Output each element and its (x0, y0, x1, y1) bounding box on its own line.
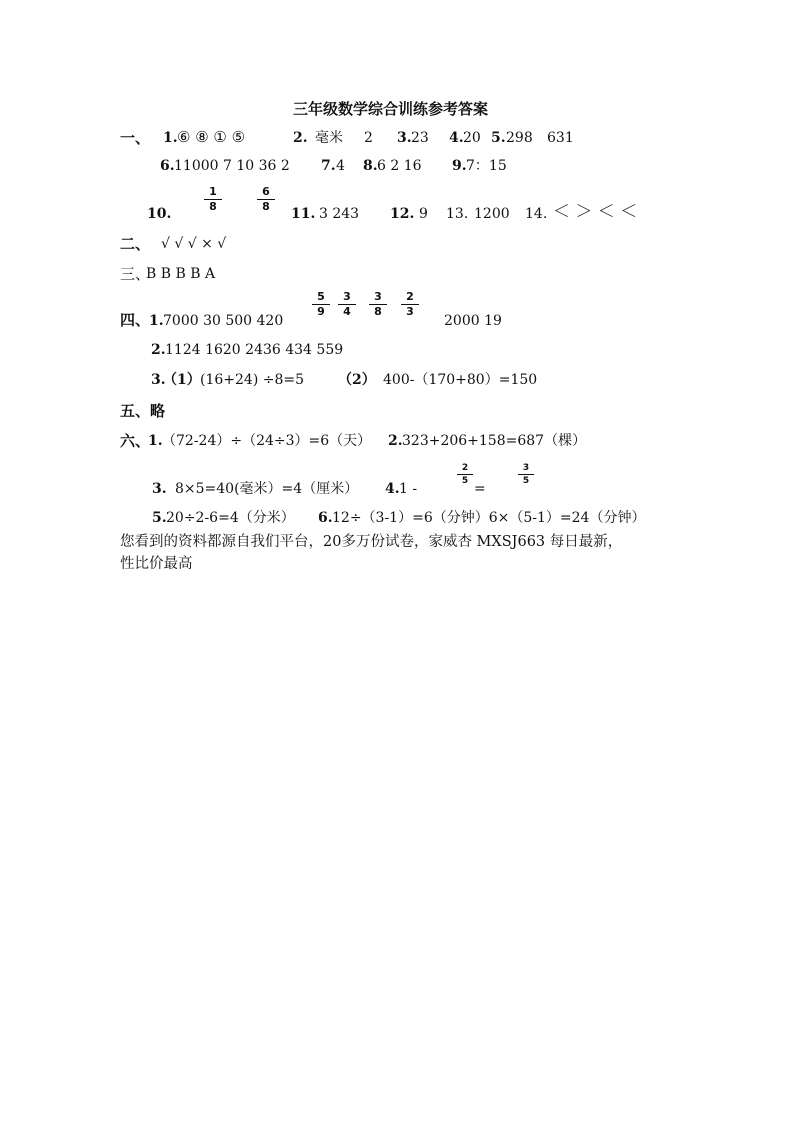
q6-number: 6. (160, 158, 175, 174)
page-title: 三年级数学综合训练参考答案 (293, 100, 489, 118)
s4-q2-answer: 1124 1620 2436 434 559 (165, 342, 344, 358)
s6-q6-answer: 12÷（3-1）=6（分钟）6×（5-1）=24（分钟） (332, 510, 646, 526)
s6-q3-answer: 8×5=40(毫米）=4（厘米） (175, 481, 359, 497)
s6-q4-number: 4. (385, 481, 400, 497)
s4-q3-part2-label: （2） (338, 372, 376, 388)
section-1-label: 一、 (120, 129, 151, 147)
q2-answer-unit: 毫米 (315, 130, 343, 146)
q10-fraction-b: $\frac{6}{8}$ (257, 186, 275, 213)
q10-number: 10. (147, 206, 172, 222)
s6-q1-number: 1. (148, 433, 163, 449)
q13-answer: 1200 (474, 206, 510, 222)
s4-q2-number: 2. (151, 342, 166, 358)
s6-q3-number: 3. (152, 481, 167, 497)
s6-q6-number: 6. (318, 510, 333, 526)
s4-q1-answer: 7000 30 500 420 (163, 313, 284, 329)
q4-number: 4. (449, 130, 464, 146)
s6-q4-equals: = (474, 481, 486, 497)
s4-fraction-2: $\frac{3}{4}$ (338, 291, 356, 318)
s6-q4-fraction-a: $\frac{2}{5}$ (457, 463, 473, 486)
q2-answer-value: 2 (364, 130, 373, 146)
q10-fraction-a: $\frac{1}{8}$ (204, 186, 222, 213)
q5-number: 5. (491, 130, 506, 146)
footer-line-1: 您看到的资料都源自我们平台，20多万份试卷，家威杏 MXSJ663 每日最新， (120, 534, 623, 550)
q14-answer: ＜ ＞ ＜ ＜ (553, 202, 638, 222)
q4-answer: 20 (463, 130, 481, 146)
s6-q4-expr-a: 1 - (399, 481, 418, 497)
section-3-label: 三、 (120, 265, 151, 283)
s4-q3-part2-answer: 400-（170+80）=150 (383, 372, 538, 388)
s6-q5-answer: 20÷2-6=4（分米） (166, 510, 295, 526)
section-3-answer: B B B B A (146, 266, 216, 282)
q7-number: 7. (321, 158, 336, 174)
s6-q2-number: 2. (388, 433, 403, 449)
q7-answer: 4 (336, 158, 345, 174)
q8-number: 8. (363, 158, 378, 174)
q11-number: 11. (291, 206, 316, 222)
s4-q1-number: 1. (149, 313, 164, 329)
s6-q5-number: 5. (152, 510, 167, 526)
section-2-label: 二、 (120, 235, 151, 253)
q6-answer: 11000 7 10 36 2 (174, 158, 290, 174)
s4-fraction-3: $\frac{3}{8}$ (369, 291, 387, 318)
s6-q1-answer: （72-24）÷（24÷3）=6（天） (162, 433, 372, 449)
footer-line-2: 性比价最高 (120, 556, 193, 572)
s4-q1-answer-tail: 2000 19 (444, 313, 502, 329)
s4-q3-part1-answer: (16+24) ÷8=5 (200, 372, 305, 388)
q8-answer: 6 2 16 (377, 158, 422, 174)
q9-answer: 7：15 (466, 158, 507, 174)
q5-answer-b: 631 (547, 130, 574, 146)
q1-answer: ⑥ ⑧ ① ⑤ (177, 128, 246, 146)
q5-answer-a: 298 (506, 130, 533, 146)
q2-number: 2. (293, 130, 308, 146)
s6-q2-answer: 323+206+158=687（棵） (402, 433, 587, 449)
q11-answer: 3 243 (319, 206, 360, 222)
section-2-answer: √ √ √ × √ (161, 236, 227, 252)
section-4-label: 四、 (120, 311, 151, 329)
s4-q3-part1-label: （1） (163, 372, 201, 388)
s4-fraction-1: $\frac{5}{9}$ (312, 291, 330, 318)
q1-number: 1. (163, 130, 178, 146)
s4-q3-number: 3. (151, 372, 166, 388)
q13-number: 13. (446, 206, 469, 222)
q3-number: 3. (397, 130, 412, 146)
section-5-label: 五、略 (120, 402, 166, 420)
q3-answer: 23 (411, 130, 429, 146)
q9-number: 9. (452, 158, 467, 174)
s6-q4-fraction-b: $\frac{3}{5}$ (518, 463, 534, 486)
q12-number: 12. (390, 206, 415, 222)
q14-number: 14. (525, 206, 548, 222)
section-6-label: 六、 (120, 432, 151, 450)
q12-answer: 9 (419, 206, 428, 222)
s4-fraction-4: $\frac{2}{3}$ (401, 291, 419, 318)
